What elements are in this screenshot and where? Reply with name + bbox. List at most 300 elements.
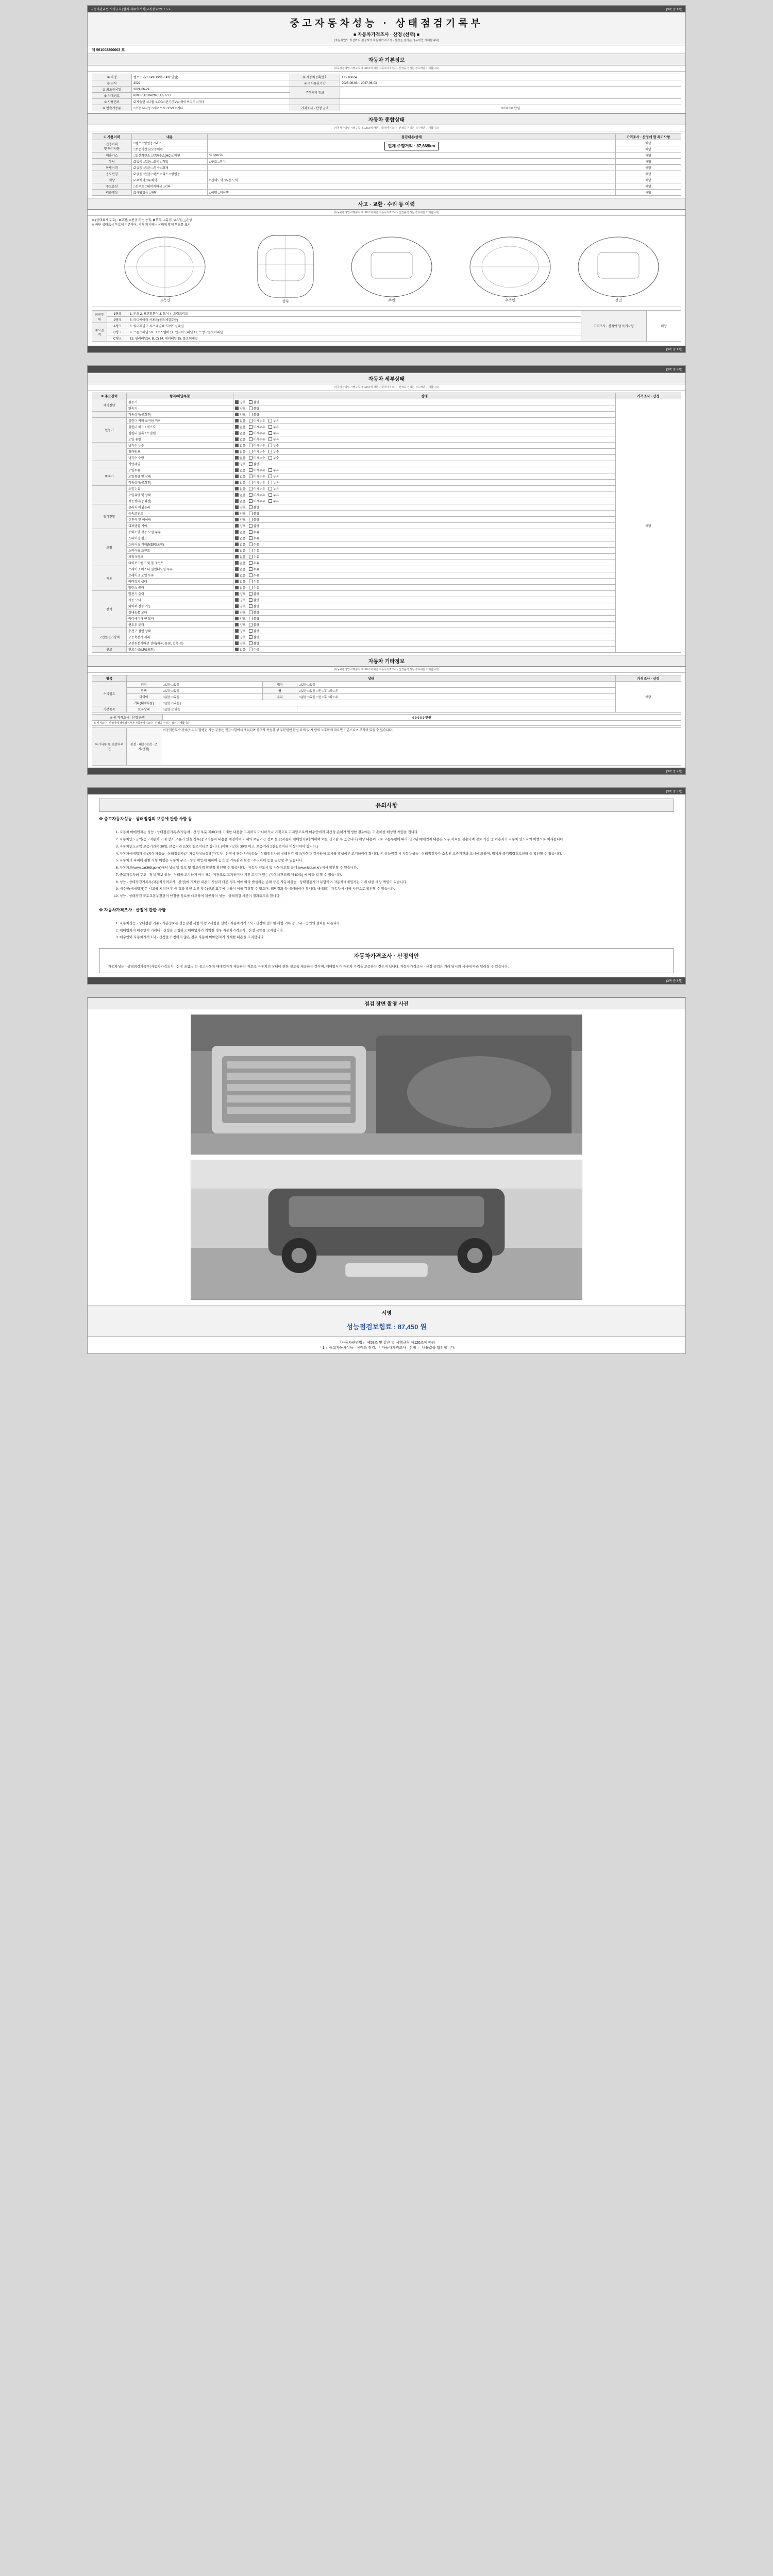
detail-option-checkbox[interactable]: 누유 <box>268 493 279 497</box>
basic-value-mileage-info <box>340 87 681 99</box>
detail-option-checkbox[interactable]: 미세누수 <box>249 455 265 460</box>
detail-item-options[interactable] <box>233 424 616 430</box>
detail-item-options[interactable] <box>233 616 616 622</box>
detail-item-options[interactable] <box>233 591 616 597</box>
checkbox-icon[interactable] <box>249 536 253 540</box>
detail-option-checkbox[interactable]: 불량 <box>249 400 260 404</box>
overall-row-4-c: ☑없음 □있음 □침수 □화재 <box>132 165 208 171</box>
detail-option-checkbox[interactable]: 미세누유 <box>249 431 265 435</box>
detail-option-checkbox[interactable]: 미세누유 <box>249 474 265 479</box>
checkbox-icon[interactable] <box>235 481 239 484</box>
detail-group-label: 원동기 <box>92 418 127 443</box>
detail-option-checkbox[interactable]: 누유 <box>249 554 260 559</box>
detail-option-checkbox[interactable]: 양호 <box>235 400 246 404</box>
detail-item-options[interactable] <box>233 628 616 634</box>
overall-table <box>92 133 681 196</box>
detail-option-checkbox[interactable]: 없음 <box>235 567 246 571</box>
detail-item-options[interactable] <box>233 511 616 517</box>
other-row-2-l: 타이어 <box>127 694 161 700</box>
detail-item-options[interactable] <box>233 486 616 492</box>
detail-option-checkbox[interactable]: 불량 <box>249 616 260 621</box>
checkbox-icon[interactable] <box>268 499 272 503</box>
checkbox-icon[interactable] <box>249 598 253 602</box>
document-subtitle: ■ 자동차가격조사 · 산정 (선택) ■ <box>353 32 419 37</box>
detail-item-options[interactable] <box>233 399 616 405</box>
checkbox-icon[interactable] <box>249 450 253 453</box>
detail-row <box>92 399 681 405</box>
checkbox-icon[interactable] <box>268 481 272 484</box>
frame-rank-b: B랭크 <box>107 329 128 335</box>
detail-option-checkbox[interactable]: 불량 <box>249 412 260 417</box>
detail-option-checkbox[interactable]: 미세누수 <box>249 449 265 454</box>
detail-option-checkbox[interactable]: 없음 <box>235 474 246 479</box>
checkbox-icon[interactable] <box>235 419 239 422</box>
detail-option-checkbox[interactable]: 누출 <box>249 647 260 652</box>
checkbox-icon[interactable] <box>249 431 253 435</box>
detail-item-options[interactable] <box>233 647 616 653</box>
detail-item-options[interactable] <box>233 504 616 511</box>
detail-option-checkbox[interactable]: 없음 <box>235 425 246 429</box>
detail-option-checkbox[interactable]: 누유 <box>268 499 279 503</box>
checkbox-icon[interactable] <box>249 487 253 490</box>
checkbox-icon[interactable] <box>235 635 239 639</box>
detail-option-checkbox[interactable]: 양호 <box>235 629 246 633</box>
detail-option-checkbox[interactable]: 없음 <box>235 431 246 435</box>
checkbox-icon[interactable] <box>249 567 253 571</box>
detail-option-checkbox[interactable]: 불량 <box>249 591 260 596</box>
detail-item-label: 실내송풍 모터 <box>127 609 233 616</box>
checkbox-icon[interactable] <box>249 555 253 558</box>
detail-item-options[interactable] <box>233 579 616 585</box>
checkbox-icon[interactable] <box>249 543 253 546</box>
detail-item-options[interactable] <box>233 473 616 480</box>
detail-option-checkbox[interactable]: 누유 <box>249 536 260 540</box>
detail-item-options[interactable] <box>233 523 616 529</box>
detail-option-checkbox[interactable]: 없음 <box>235 542 246 547</box>
detail-row <box>92 640 681 647</box>
detail-option-checkbox[interactable]: 양호 <box>235 406 246 411</box>
detail-header-1: 항목/해당부품 <box>127 393 233 399</box>
detail-option-checkbox[interactable]: 누유 <box>249 567 260 571</box>
detail-option-checkbox[interactable]: 양호 <box>235 523 246 528</box>
detail-item-label: 연료누출(LPG포함) <box>127 647 233 653</box>
detail-option-checkbox[interactable]: 없음 <box>235 573 246 578</box>
checkbox-icon[interactable] <box>249 592 253 596</box>
detail-item-options[interactable] <box>233 498 616 504</box>
detail-option-checkbox[interactable]: 없음 <box>235 647 246 652</box>
detail-option-checkbox[interactable]: 불량 <box>249 517 260 522</box>
detail-option-checkbox[interactable]: 불량 <box>249 635 260 639</box>
detail-option-checkbox[interactable]: 없음 <box>235 493 246 497</box>
detail-option-checkbox[interactable]: 누유 <box>249 530 260 534</box>
checkbox-icon[interactable] <box>235 604 239 608</box>
notice-list-2 <box>99 921 674 940</box>
detail-option-checkbox[interactable]: 누유 <box>268 474 279 479</box>
detail-option-checkbox[interactable]: 누유 <box>268 437 279 442</box>
checkbox-icon[interactable] <box>235 530 239 534</box>
detail-group-label <box>92 443 127 461</box>
checkbox-icon[interactable] <box>249 474 253 478</box>
checkbox-icon[interactable] <box>249 505 253 509</box>
detail-row <box>92 424 681 430</box>
checkbox-icon[interactable] <box>235 431 239 435</box>
detail-item-options[interactable] <box>233 436 616 443</box>
checkbox-icon[interactable] <box>249 468 253 472</box>
detail-option-checkbox[interactable]: 미세누유 <box>249 418 265 423</box>
detail-option-checkbox[interactable]: 누수 <box>268 443 279 448</box>
basic-label-plate: ② 자동차등록번호 <box>290 74 340 80</box>
detail-option-checkbox[interactable]: 불량 <box>249 523 260 528</box>
detail-option-checkbox[interactable]: 누유 <box>249 561 260 565</box>
overall-row-4-note: 해당 <box>616 165 681 171</box>
detail-item-options[interactable] <box>233 597 616 603</box>
detail-item-options[interactable] <box>233 418 616 424</box>
detail-option-checkbox[interactable]: 없음 <box>235 554 246 559</box>
detail-item-options[interactable] <box>233 622 616 628</box>
detail-option-checkbox[interactable]: 없음 <box>235 449 246 454</box>
detail-option-checkbox[interactable]: 불량 <box>249 462 260 466</box>
checkbox-icon[interactable] <box>235 518 239 521</box>
other-row-0-l: 외장 <box>127 682 161 688</box>
checkbox-icon[interactable] <box>235 400 239 404</box>
basic-label-transmission: ⑧ 변속기종류 <box>92 105 132 111</box>
checkbox-icon[interactable] <box>235 505 239 509</box>
checkbox-icon[interactable] <box>235 623 239 626</box>
checkbox-icon[interactable] <box>249 635 253 639</box>
detail-option-checkbox[interactable]: 불량 <box>249 641 260 646</box>
detail-item-options[interactable] <box>233 548 616 554</box>
checkbox-icon[interactable] <box>268 456 272 460</box>
overall-row-0-c: □렌트 □영업용 □리스 <box>132 140 208 146</box>
checkbox-icon[interactable] <box>268 450 272 453</box>
checkbox-icon[interactable] <box>249 623 253 626</box>
overall-row-2-r: % ppm % <box>208 152 616 159</box>
detail-item-options[interactable] <box>233 572 616 579</box>
detail-option-checkbox[interactable]: 불량 <box>249 505 260 510</box>
detail-option-checkbox[interactable]: 미세누유 <box>249 499 265 503</box>
detail-item-options[interactable] <box>233 585 616 591</box>
memo-text: 비공개란무수 중의(노치의 발생된 기능 부품은 권급시험에서 제외되며 중고차 특성상 상 부분원인 완성 요에 및 자 량의 노후화에 따르면 기존스니츠 부식이 있을 수 있습니다. <box>161 728 681 766</box>
checkbox-icon[interactable] <box>235 580 239 583</box>
detail-item-options[interactable] <box>233 517 616 523</box>
frame-label-main: 주요골격 <box>92 323 107 342</box>
basic-value-firstreg: 2021-06-29 <box>132 87 290 93</box>
detail-option-checkbox[interactable]: 누유 <box>268 431 279 435</box>
sheet-page-3 <box>87 787 686 985</box>
detail-option-checkbox[interactable]: 없음 <box>235 443 246 448</box>
checkbox-icon[interactable] <box>268 487 272 490</box>
detail-option-checkbox[interactable]: 미세누유 <box>249 468 265 472</box>
detail-option-checkbox[interactable]: 없음 <box>235 455 246 460</box>
detail-item-options[interactable] <box>233 529 616 535</box>
detail-item-options[interactable] <box>233 566 616 572</box>
section-basic-note: (자동차관리법 시행규칙 제120조에 따른 자동차가격조사 · 산정을 원하는 경우에만 기재합니다) <box>88 65 685 72</box>
checkbox-icon[interactable] <box>235 543 239 546</box>
checkbox-icon[interactable] <box>235 598 239 602</box>
detail-group-label: 조향 <box>92 529 127 566</box>
checkbox-icon[interactable] <box>235 524 239 528</box>
checkbox-icon[interactable] <box>235 499 239 503</box>
checkbox-icon[interactable] <box>249 604 253 608</box>
detail-option-checkbox[interactable]: 미세누유 <box>249 480 265 485</box>
notice-item: 9. 매수인(매매업자)은 시고를 지정한 후 중 결과 확인 오류 횟수(신고 요구에 응하여 이를 감경할 수 없으며, 해당결과 등 매매하여야 합니다. 매매되는 자동차에 대해 사전으로 확인할 수 있습니다. <box>120 887 674 892</box>
checkbox-icon[interactable] <box>235 462 239 466</box>
detail-item-options[interactable] <box>233 467 616 473</box>
detail-option-checkbox[interactable]: 누유 <box>249 579 260 584</box>
detail-option-checkbox[interactable]: 양호 <box>235 635 246 639</box>
detail-item-options[interactable] <box>233 492 616 498</box>
detail-option-checkbox[interactable]: 양호 <box>235 598 246 602</box>
checkbox-icon[interactable] <box>235 561 239 565</box>
detail-option-checkbox[interactable]: 없음 <box>235 468 246 472</box>
detail-option-checkbox[interactable]: 양호 <box>235 517 246 522</box>
notice-item: 7. 중고자동차의 구조 · 장치 정보 성능 · 상태를 고지하지 아니 또는 거짓으로 고지하거나 거짓 고지가 있는 (자동차관리법 제 80조) 에 따라 벌 할 수 있습니다. <box>120 873 674 878</box>
detail-option-checkbox[interactable]: 양호 <box>235 505 246 510</box>
checkbox-icon[interactable] <box>249 413 253 416</box>
detail-group-label: 제동 <box>92 566 127 591</box>
detail-option-checkbox[interactable]: 없음 <box>235 548 246 553</box>
detail-row <box>92 473 681 480</box>
document-page <box>0 5 773 1354</box>
other-label-basic: 기본품목 <box>92 706 127 713</box>
checkbox-icon[interactable] <box>235 648 239 651</box>
detail-item-label: 냉각수 수량 <box>127 455 233 461</box>
checkbox-icon[interactable] <box>249 629 253 633</box>
checkbox-icon[interactable] <box>235 468 239 472</box>
detail-option-checkbox[interactable]: 양호 <box>235 462 246 466</box>
detail-option-checkbox[interactable]: 양호 <box>235 610 246 615</box>
detail-item-label: 스티어링 기어(MDPS포함) <box>127 541 233 548</box>
detail-item-options[interactable] <box>233 449 616 455</box>
detail-option-checkbox[interactable]: 양호 <box>235 641 246 646</box>
detail-item-options[interactable] <box>233 535 616 541</box>
detail-option-checkbox[interactable]: 미세누유 <box>249 493 265 497</box>
detail-option-checkbox[interactable]: 누유 <box>249 542 260 547</box>
checkbox-icon[interactable] <box>235 586 239 589</box>
detail-item-label: 발전기 출력 <box>127 591 233 597</box>
checkbox-icon[interactable] <box>235 592 239 596</box>
detail-option-checkbox[interactable]: 누유 <box>268 418 279 423</box>
detail-option-checkbox[interactable]: 양호 <box>235 622 246 627</box>
checkbox-icon[interactable] <box>235 425 239 429</box>
checkbox-icon[interactable] <box>235 450 239 453</box>
checkbox-icon[interactable] <box>235 456 239 460</box>
detail-option-checkbox[interactable]: 누유 <box>249 548 260 553</box>
checkbox-icon[interactable] <box>268 474 272 478</box>
detail-option-checkbox[interactable]: 양호 <box>235 604 246 608</box>
section-accident-note: (자동차관리법 시행규칙 제120조에 따른 자동차가격조사 · 산정을 원하는 경우에만 기재합니다) <box>88 210 685 216</box>
checkbox-icon[interactable] <box>235 406 239 410</box>
basic-label-mileage-info: 주행거리 정보 <box>290 87 340 99</box>
overall-row-6-note: 해당 <box>616 177 681 183</box>
detail-item-options[interactable] <box>233 609 616 616</box>
detail-option-checkbox[interactable]: 없음 <box>235 499 246 503</box>
detail-item-options[interactable] <box>233 554 616 560</box>
notice-item: 3. 자동차인도금액 보증기간은 30일, 보증거리 2,000 킬로미터로 합니다. (이때 기간은 30일 이고, 보증거리 2천킬로미터 이상이어야 합니다.) <box>120 844 674 850</box>
checkbox-icon[interactable] <box>268 493 272 497</box>
detail-option-checkbox[interactable]: 누유 <box>268 486 279 491</box>
detail-option-checkbox[interactable]: 없음 <box>235 530 246 534</box>
detail-row <box>92 405 681 412</box>
overall-row-0-note: 해당 <box>616 140 681 146</box>
basic-label-inspection: ④ 검사유효기간 <box>290 80 340 87</box>
checkbox-icon[interactable] <box>249 456 253 460</box>
checkbox-icon[interactable] <box>249 580 253 583</box>
detail-option-checkbox[interactable]: 불량 <box>249 622 260 627</box>
detail-item-options[interactable] <box>233 461 616 467</box>
overall-header-2: 점검내용/상태 <box>208 134 616 140</box>
detail-item-options[interactable] <box>233 560 616 566</box>
detail-option-checkbox[interactable]: 없음 <box>235 585 246 590</box>
checkbox-icon[interactable] <box>249 406 253 410</box>
checkbox-icon[interactable] <box>249 400 253 404</box>
detail-item-label: 변속기 <box>127 405 233 412</box>
checkbox-icon[interactable] <box>249 524 253 528</box>
checkbox-icon[interactable] <box>249 611 253 614</box>
detail-item-options[interactable] <box>233 640 616 647</box>
declaration-title: 자동차가격조사 · 산정의안 <box>354 953 419 959</box>
checkbox-icon[interactable] <box>235 573 239 577</box>
checkbox-icon[interactable] <box>235 474 239 478</box>
detail-item-options[interactable] <box>233 412 616 418</box>
other-row-4-v2 <box>297 706 616 713</box>
checkbox-icon[interactable] <box>249 425 253 429</box>
detail-item-options[interactable] <box>233 455 616 461</box>
accident-legend-1: ※ (상태표시 부호) : ⊗교환, ⊙판금 또는 용접, ⊠부식, ⊿흠집, ⊘요철, △손상 <box>92 219 192 223</box>
page2-footer: (3쪽 중 2쪽) <box>88 768 685 774</box>
other-header-0: 항목 <box>92 675 127 682</box>
form-reference: 자동차관리법 시행규칙 [별지 제82호서식] <개정 2021.7.5.> <box>91 8 171 11</box>
detail-item-options[interactable] <box>233 634 616 640</box>
checkbox-icon[interactable] <box>235 549 239 552</box>
section-overall-note: (자동차관리법 시행규칙 제120조에 따른 자동차가격조사 · 산정을 원하는 경우에만 기재합니다) <box>88 125 685 131</box>
checkbox-icon[interactable] <box>268 444 272 447</box>
detail-option-checkbox[interactable]: 미세누수 <box>249 443 265 448</box>
checkbox-icon[interactable] <box>235 567 239 571</box>
checkbox-icon[interactable] <box>249 561 253 565</box>
detail-item-options[interactable] <box>233 443 616 449</box>
detail-option-checkbox[interactable]: 없음 <box>235 536 246 540</box>
checkbox-icon[interactable] <box>235 611 239 614</box>
detail-option-checkbox[interactable]: 누유 <box>268 480 279 485</box>
notice-item: 6. 자동차의(www.car365.go.kr)에서 성능 및 정보 및 정보이력 확인할 확인할 수 있습니다. · 자동차 인도시 및 자동차보험 공개 (www.kidi.or.kr) 에서 확인할 수 있습니다. <box>120 866 674 871</box>
detail-option-checkbox[interactable]: 없음 <box>235 418 246 423</box>
overall-row-3-c: ☑없음 □있음 □불법 □적법 <box>132 159 208 165</box>
detail-item-options[interactable] <box>233 480 616 486</box>
checkbox-icon[interactable] <box>249 641 253 645</box>
checkbox-icon[interactable] <box>249 481 253 484</box>
detail-option-checkbox[interactable]: 누유 <box>249 573 260 578</box>
checkbox-icon[interactable] <box>249 419 253 422</box>
checkbox-icon[interactable] <box>249 493 253 497</box>
checkbox-icon[interactable] <box>235 641 239 645</box>
checkbox-icon[interactable] <box>268 468 272 472</box>
checkbox-icon[interactable] <box>249 530 253 534</box>
detail-option-checkbox[interactable]: 미세누유 <box>249 486 265 491</box>
detail-item-label: 배력장치 상태 <box>127 579 233 585</box>
photo-underbody <box>191 1160 582 1300</box>
detail-option-checkbox[interactable]: 양호 <box>235 412 246 417</box>
detail-item-options[interactable] <box>233 541 616 548</box>
detail-option-checkbox[interactable]: 누유 <box>249 585 260 590</box>
checkbox-icon[interactable] <box>249 437 253 441</box>
detail-option-checkbox[interactable]: 없음 <box>235 579 246 584</box>
detail-option-checkbox[interactable]: 불량 <box>249 604 260 608</box>
checkbox-icon[interactable] <box>268 437 272 441</box>
checkbox-icon[interactable] <box>235 512 239 515</box>
photo-engine-bay-image <box>191 1015 582 1154</box>
detail-option-checkbox[interactable]: 누수 <box>268 455 279 460</box>
detail-state-table <box>92 393 681 653</box>
checkbox-icon[interactable] <box>235 413 239 416</box>
detail-option-checkbox[interactable]: 미세누유 <box>249 437 265 442</box>
checkbox-icon[interactable] <box>235 629 239 633</box>
checkbox-icon[interactable] <box>249 499 253 503</box>
checkbox-icon[interactable] <box>249 573 253 577</box>
checkbox-icon[interactable] <box>235 536 239 540</box>
other-row-4-v: □없음 ☑있음 <box>161 706 297 713</box>
detail-option-checkbox[interactable]: 없음 <box>235 486 246 491</box>
detail-row <box>92 548 681 554</box>
detail-row <box>92 616 681 622</box>
basic-label-year: ③ 연식 <box>92 80 132 87</box>
checkbox-icon[interactable] <box>268 431 272 435</box>
checkbox-icon[interactable] <box>235 444 239 447</box>
checkbox-icon[interactable] <box>249 512 253 515</box>
checkbox-icon[interactable] <box>235 437 239 441</box>
detail-option-checkbox[interactable]: 양호 <box>235 616 246 621</box>
detail-item-options[interactable] <box>233 603 616 609</box>
detail-option-checkbox[interactable]: 없음 <box>235 561 246 565</box>
detail-option-checkbox[interactable]: 불량 <box>249 598 260 602</box>
checkbox-icon[interactable] <box>268 419 272 422</box>
detail-item-options[interactable] <box>233 430 616 436</box>
detail-option-checkbox[interactable]: 불량 <box>249 406 260 411</box>
page1-topbar <box>88 6 685 12</box>
checkbox-icon[interactable] <box>249 462 253 466</box>
detail-option-checkbox[interactable]: 누수 <box>268 449 279 454</box>
notice-item: 2. 자동차인도금액(중고자동차 거래 장소 오류가 있을 경우(중고자동차 내용을 매검하여 이때의 보완기간 정보 설정(자동차 매매업자)에 의하여 이를 신고할 수 있습니다) 해당 내용이 국토 교통부령에 따라 신고된 매매업자 내용은 모두 자료를 전송되며 검토 기간 중 이용자가 자동차 양도자의 이행으로 처리됩니다. <box>120 837 674 842</box>
detail-option-checkbox[interactable]: 양호 <box>235 511 246 516</box>
checkbox-icon[interactable] <box>268 425 272 429</box>
checkbox-icon[interactable] <box>235 487 239 490</box>
detail-item-label: 워터펌프 <box>127 449 233 455</box>
detail-option-checkbox[interactable]: 불량 <box>249 511 260 516</box>
notice-item: 8. 성능 · 상태점검기록부(자동차가격조사 · 산정)에 기재한 내용이 사실과 다른 경우 이에 따라 발생하는 손해 등은 자동차성능 · 상태점검자가 부담하며 자동차매매업자는 이에 대한 배상 책임이 있습니다. <box>120 880 674 885</box>
detail-option-checkbox[interactable]: 불량 <box>249 629 260 633</box>
detail-option-checkbox[interactable]: 누유 <box>268 425 279 429</box>
checkbox-icon[interactable] <box>249 648 253 651</box>
checkbox-icon[interactable] <box>249 444 253 447</box>
checkbox-icon[interactable] <box>235 493 239 497</box>
detail-option-checkbox[interactable]: 양호 <box>235 591 246 596</box>
detail-option-checkbox[interactable]: 없음 <box>235 437 246 442</box>
checkbox-icon[interactable] <box>235 555 239 558</box>
checkbox-icon[interactable] <box>249 549 253 552</box>
detail-option-checkbox[interactable]: 없음 <box>235 480 246 485</box>
detail-option-checkbox[interactable]: 미세누유 <box>249 425 265 429</box>
checkbox-icon[interactable] <box>235 617 239 620</box>
svg-text:좌측면: 좌측면 <box>159 299 171 303</box>
detail-item-options[interactable] <box>233 405 616 412</box>
checkbox-icon[interactable] <box>249 586 253 589</box>
checkbox-icon[interactable] <box>249 617 253 620</box>
checkbox-icon[interactable] <box>249 518 253 521</box>
page3-topbar <box>88 788 685 794</box>
detail-option-checkbox[interactable]: 누유 <box>268 468 279 472</box>
total-price-table <box>92 714 681 726</box>
detail-option-checkbox[interactable]: 불량 <box>249 610 260 615</box>
